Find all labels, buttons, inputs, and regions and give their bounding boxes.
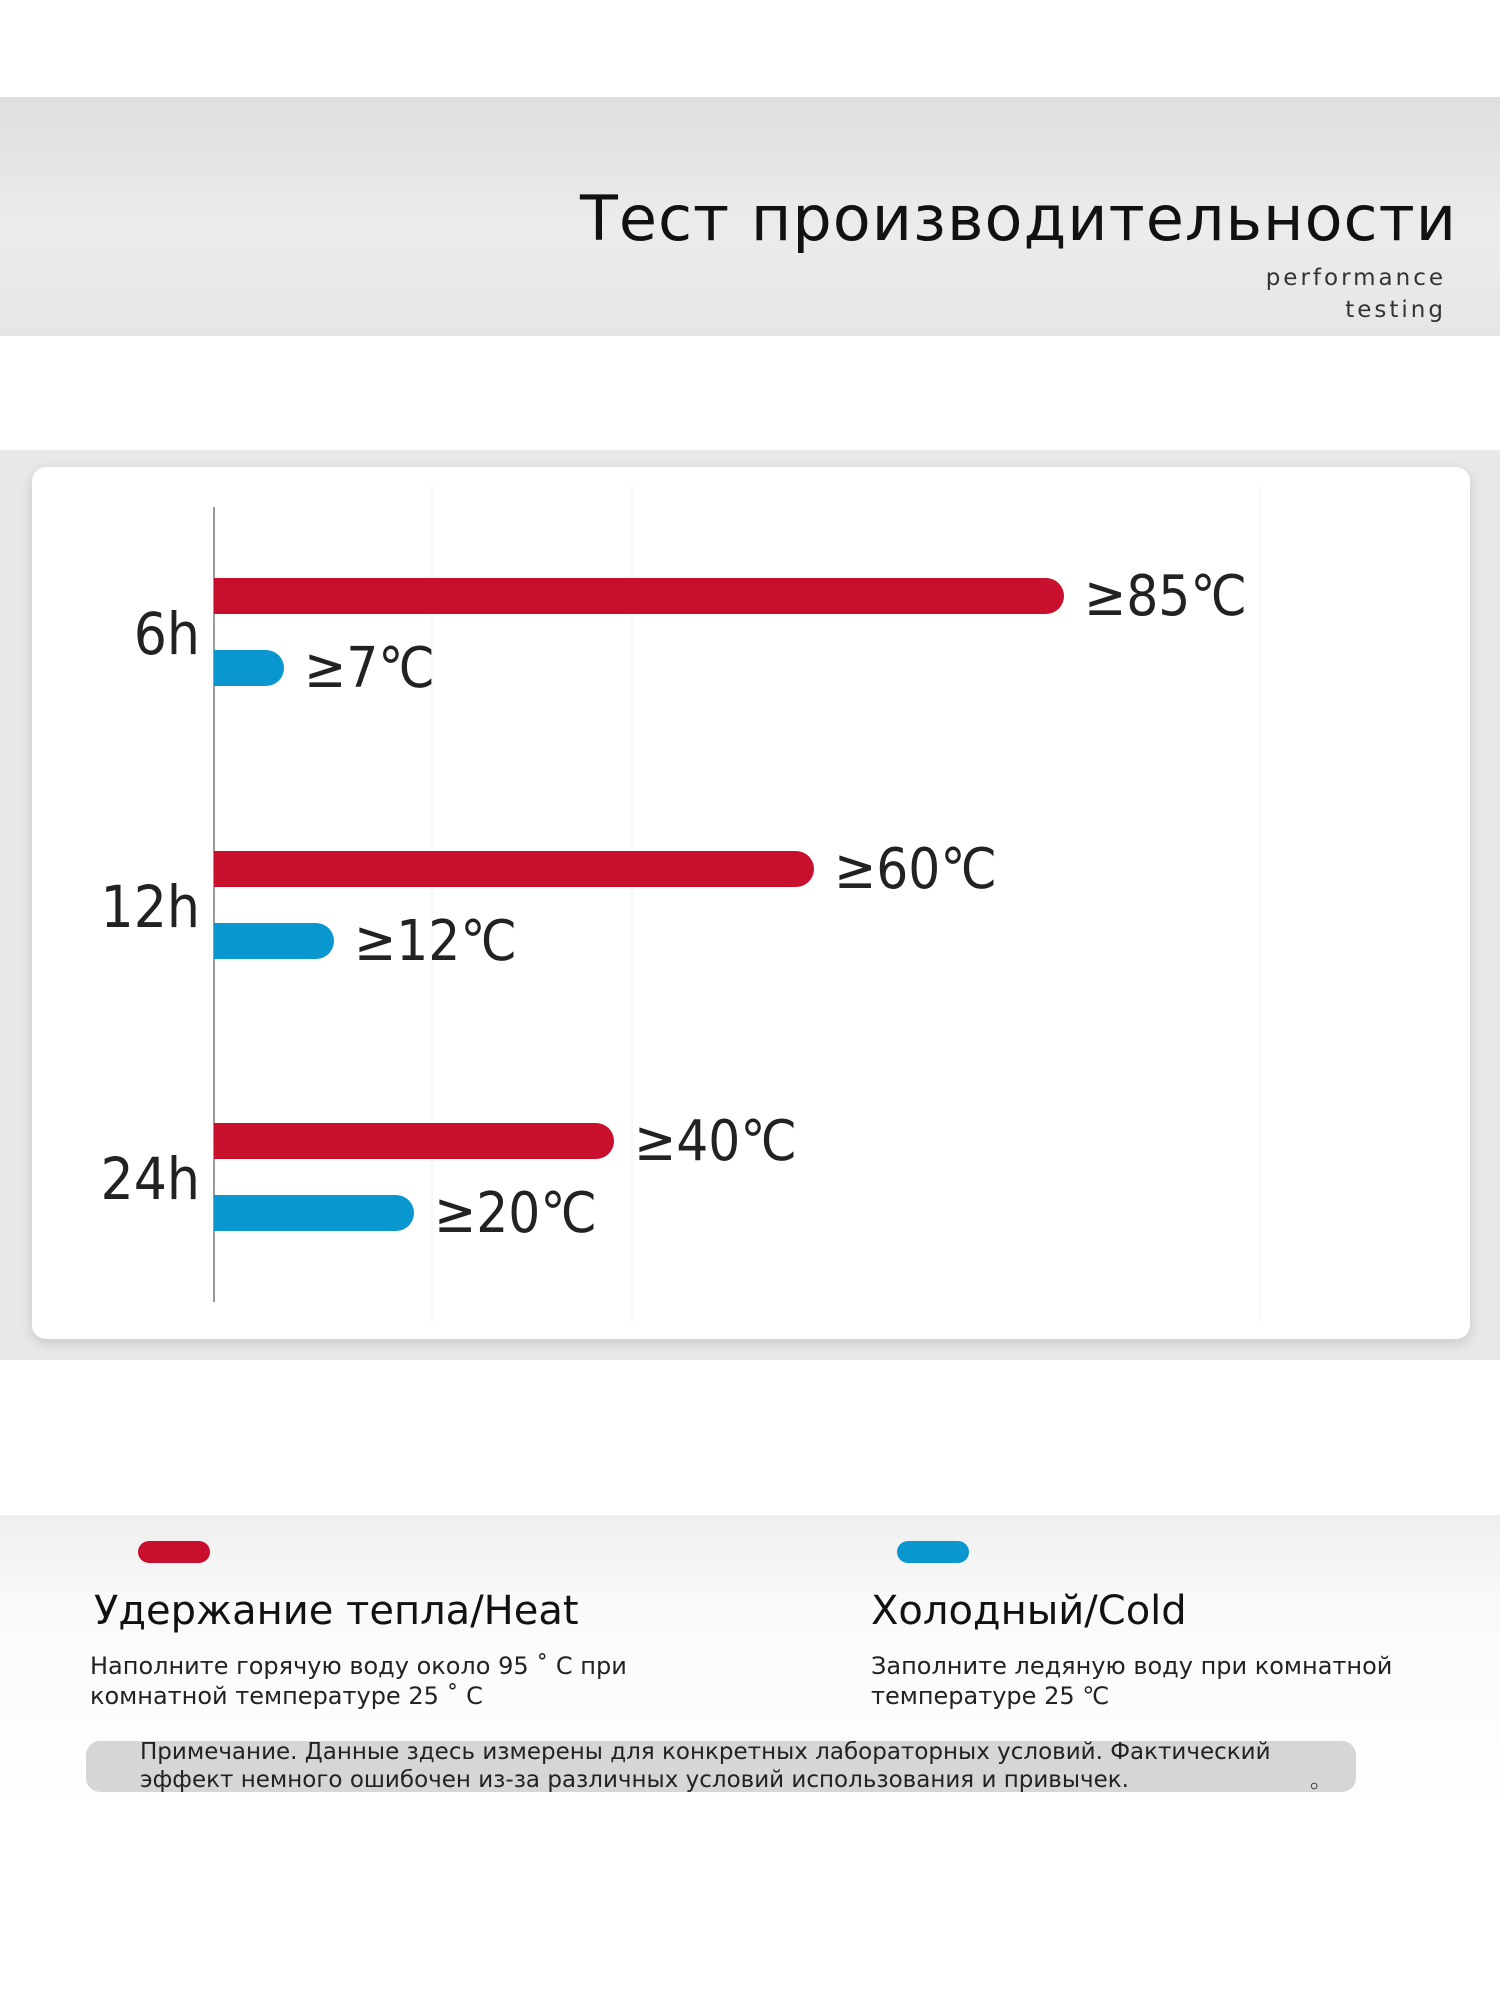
bar-label-heat-12h: ≥60℃ xyxy=(834,837,997,902)
page-subtitle: performance testing xyxy=(1265,265,1446,323)
bar-cold-12h xyxy=(214,923,334,959)
bar-heat-24h xyxy=(214,1123,614,1159)
legend-swatch-cold xyxy=(897,1541,969,1563)
bar-cold-24h xyxy=(214,1195,414,1231)
legend-desc-cold-line2: температуре 25 ℃ xyxy=(871,1682,1110,1710)
page-title: Тест производительности xyxy=(579,182,1457,255)
bar-label-heat-6h: ≥85℃ xyxy=(1084,564,1247,629)
temperature-bar-chart xyxy=(32,467,1470,1339)
legend-desc-cold-line1: Заполните ледяную воду при комнатной xyxy=(871,1652,1393,1680)
bar-label-cold-12h: ≥12℃ xyxy=(354,909,517,974)
note-text xyxy=(140,1738,1340,1794)
legend-swatch-heat xyxy=(138,1541,210,1563)
legend-desc-heat-line2: комнатной температуре 25 ˚ C xyxy=(90,1682,483,1710)
bar-label-heat-24h: ≥40℃ xyxy=(634,1109,797,1174)
legend-desc-heat xyxy=(90,1651,650,1711)
note-line2 xyxy=(140,1766,1340,1794)
bar-label-cold-24h: ≥20℃ xyxy=(434,1181,597,1246)
bar-heat-12h xyxy=(214,851,814,887)
bar-label-cold-6h: ≥7℃ xyxy=(304,636,435,701)
category-label-24h: 24h xyxy=(100,1145,200,1213)
bar-heat-6h xyxy=(214,578,1064,614)
legend-title-cold: Холодный/Cold xyxy=(871,1588,1187,1634)
legend-desc-heat-line1: Наполните горячую воду около 95 ˚ C при xyxy=(90,1652,627,1680)
note-end-mark: 。 xyxy=(1310,1767,1333,1793)
note-line2-text: эффект немного ошибочен из-за различных условий использования и привычек. xyxy=(140,1767,1129,1793)
category-label-12h: 12h xyxy=(100,873,200,941)
category-label-6h: 6h xyxy=(133,600,200,668)
bar-cold-6h xyxy=(214,650,284,686)
note-line1: Примечание. Данные здесь измерены для конкретных лабораторных условий. Фактический xyxy=(140,1739,1271,1765)
legend-title-heat: Удержание тепла/Heat xyxy=(94,1588,579,1634)
legend-desc-cold xyxy=(871,1651,1431,1711)
